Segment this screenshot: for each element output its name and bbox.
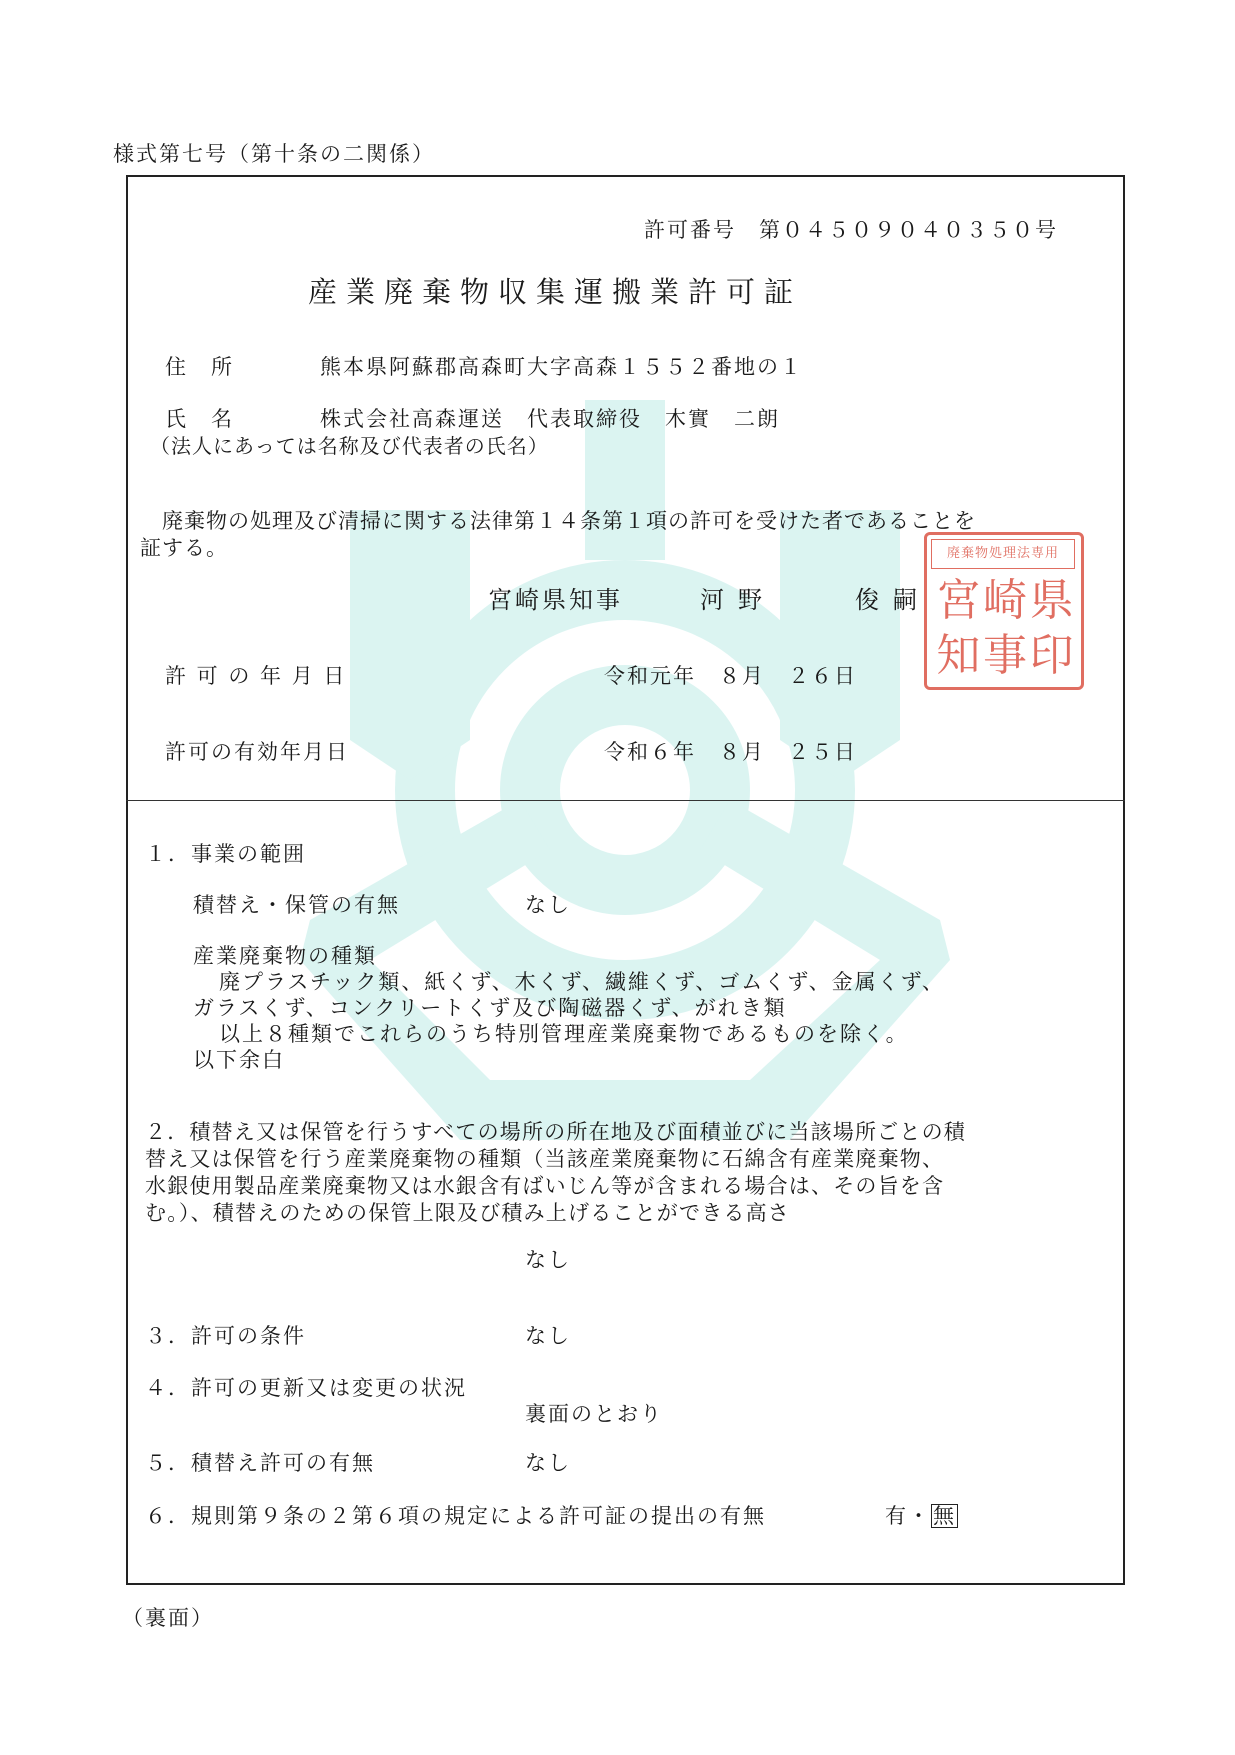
section-6-separator: ・ [908,1504,931,1528]
governor-title: 宮崎県知事 [488,586,623,614]
section-6-yes: 有 [885,1504,908,1528]
transfer-storage-label: 積替え・保管の有無 [193,893,400,917]
seal-char: 事 [982,630,1027,681]
section-5-label: ５．積替え許可の有無 [145,1451,375,1475]
section-2-line-2: 替え又は保管を行う産業廃棄物の種類（当該産業廃棄物に石綿含有産業廃棄物、 [145,1147,945,1171]
section-4-value: 裏面のとおり [525,1402,663,1426]
waste-types-line-3: 以上８種類でこれらのうち特別管理産業廃棄物であるものを除く。 [219,1022,909,1046]
seal-char: 宮 [936,575,981,626]
waste-types-line-2: ガラスくず、コンクリートくず及び陶磁器くず、がれき類 [193,996,787,1020]
section-3-label: ３．許可の条件 [145,1324,306,1348]
waste-types-line-4: 以下余白 [193,1048,285,1072]
seal-char: 崎 [982,575,1027,626]
section-2-line-1: ２．積替え又は保管を行うすべての場所の所在地及び面積並びに当該場所ごとの積 [145,1120,966,1144]
valid-until-value: 令和６年 ８月 ２５日 [604,740,857,764]
section-2-value: なし [525,1248,571,1272]
address-label: 住 所 [165,355,234,379]
section-5-value: なし [525,1451,571,1475]
certification-line-2: 証する。 [140,536,228,560]
section-1-heading: １．事業の範囲 [145,842,306,866]
section-6-no-selected: 無 [933,1504,956,1528]
footer-reverse-label: （裏面） [122,1606,214,1630]
official-seal [924,532,1084,690]
section-2-line-4: む。）、積替えのための保管上限及び積み上げることができる高さ [145,1201,790,1225]
name-note: （法人にあっては名称及び代表者の氏名） [150,434,549,458]
governor-given-name: 俊嗣 [855,586,931,614]
valid-until-label: 許可の有効年月日 [165,740,349,764]
section-6-answer [885,1500,958,1530]
name-label: 氏 名 [165,407,234,431]
certification-line-1: 廃棄物の処理及び清掃に関する法律第１４条第１項の許可を受けた者であることを [140,509,976,533]
permit-date-label: 許 可 の 年 月 日 [165,664,347,688]
section-2-line-3: 水銀使用製品産業廃棄物又は水銀含有ばいじん等が含まれる場合は、その旨を含 [145,1174,945,1198]
seal-char: 印 [1029,630,1074,681]
waste-types-line-1: 廃プラスチック類、紙くず、木くず、繊維くず、ゴムくず、金属くず、 [219,970,945,994]
transfer-storage-value: なし [525,893,571,917]
address-value: 熊本県阿蘇郡高森町大字高森１５５２番地の１ [320,355,803,379]
section-4-label: ４．許可の更新又は変更の状況 [145,1376,467,1400]
permit-date-value: 令和元年 ８月 ２６日 [604,664,857,688]
name-value: 株式会社高森運送 代表取締役 木實 二朗 [320,407,780,431]
section-6-label: ６．規則第９条の２第６項の規定による許可証の提出の有無 [145,1504,766,1528]
form-label: 様式第七号（第十条の二関係） [113,142,435,166]
certificate-title: 産業廃棄物収集運搬業許可証 [308,275,803,309]
permit-number: 許可番号 第０４５０９０４０３５０号 [644,218,1058,242]
seal-char: 知 [936,630,981,681]
section-3-value: なし [525,1324,571,1348]
seal-char: 県 [1029,575,1074,626]
governor-surname: 河野 [700,586,776,614]
section-divider [126,800,1125,801]
seal-top-text: 廃棄物処理法専用 [931,539,1075,569]
waste-types-label: 産業廃棄物の種類 [193,944,377,968]
